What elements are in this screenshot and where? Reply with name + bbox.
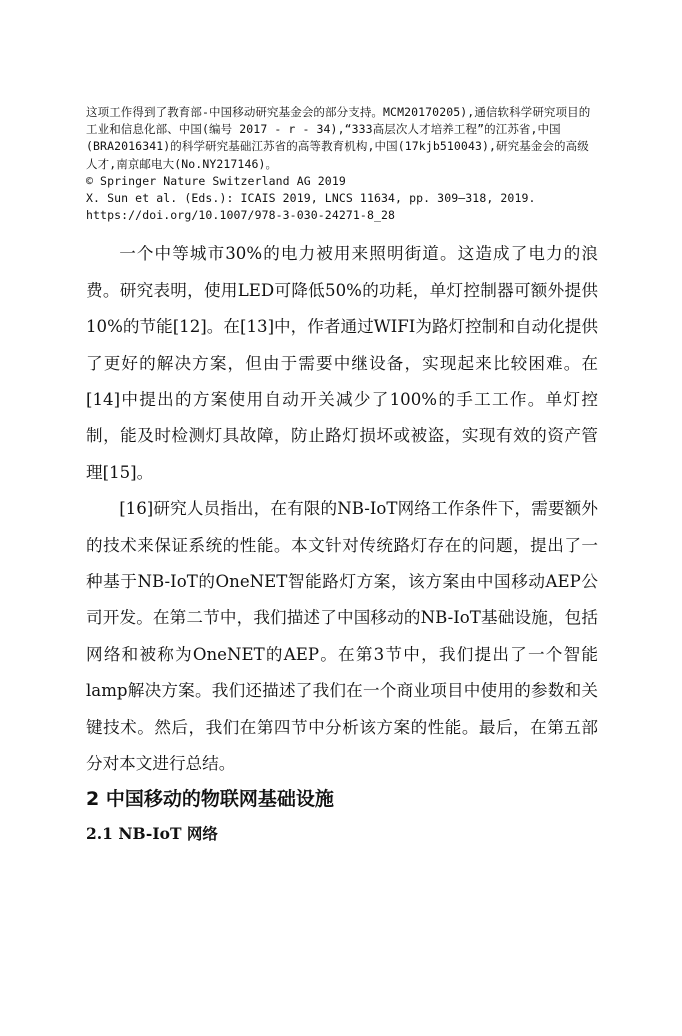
paragraph: 一个中等城市30%的电力被用来照明街道。这造成了电力的浪费。研究表明，使用LED可降低50%的功耗，单灯控制器可额外提供10%的节能[12]。在[13]中，作者通过WIFI为路灯控制和自动化提供了更好的解决方案，但由于需要中继设备，实现起来比较困难。在[14]中提出的方案使用自动开关减少了100%的手工工作。单灯控制，能及时检测灯具故障，防止路灯损坏或被盗，实现有效的资产管理[15]。 <box>86 244 598 482</box>
body-text <box>86 236 598 782</box>
subsection-heading: 2.1 NB-IoT 网络 <box>86 823 218 843</box>
footnote <box>86 104 598 224</box>
paragraph: [16]研究人员指出，在有限的NB-IoT网络工作条件下，需要额外的技术来保证系统的性能。本文针对传统路灯存在的问题，提出了一种基于NB-IoT的OneNET智能路灯方案，该方案由中国移动AEP公司开发。在第二节中，我们描述了中国移动的NB-IoT基础设施，包括网络和被称为OneNET的AEP。在第3节中，我们提出了一个智能lamp解决方案。我们还描述了我们在一个商业项目中使用的参数和关键技术。然后，我们在第四节中分析该方案的性能。最后，在第五部分对本文进行总结。 <box>86 499 598 774</box>
doi-link[interactable]: https://doi.org/10.1007/978-3-030-24271-8_28 <box>86 208 396 223</box>
citation-line: X. Sun et al. (Eds.): ICAIS 2019, LNCS 11634, pp. 309–318, 2019. <box>86 191 536 206</box>
paper-page <box>86 104 598 847</box>
copyright-line: © Springer Nature Switzerland AG 2019 <box>86 173 346 188</box>
section-heading: 2 中国移动的物联网基础设施 <box>86 787 334 810</box>
funding-note: 这项工作得到了教育部-中国移动研究基金会的部分支持。MCM20170205),通信软科学研究项目的工业和信息化部、中国(编号 2017 - r - 34),“333高层次人才培养工程”的江苏省,中国(BRA2016341)的科学研究基础江苏省的高等教育机构,中国(17kjb510043),研究基金会的高级人才,南京邮电大(No.NY217146)。 <box>86 105 591 171</box>
